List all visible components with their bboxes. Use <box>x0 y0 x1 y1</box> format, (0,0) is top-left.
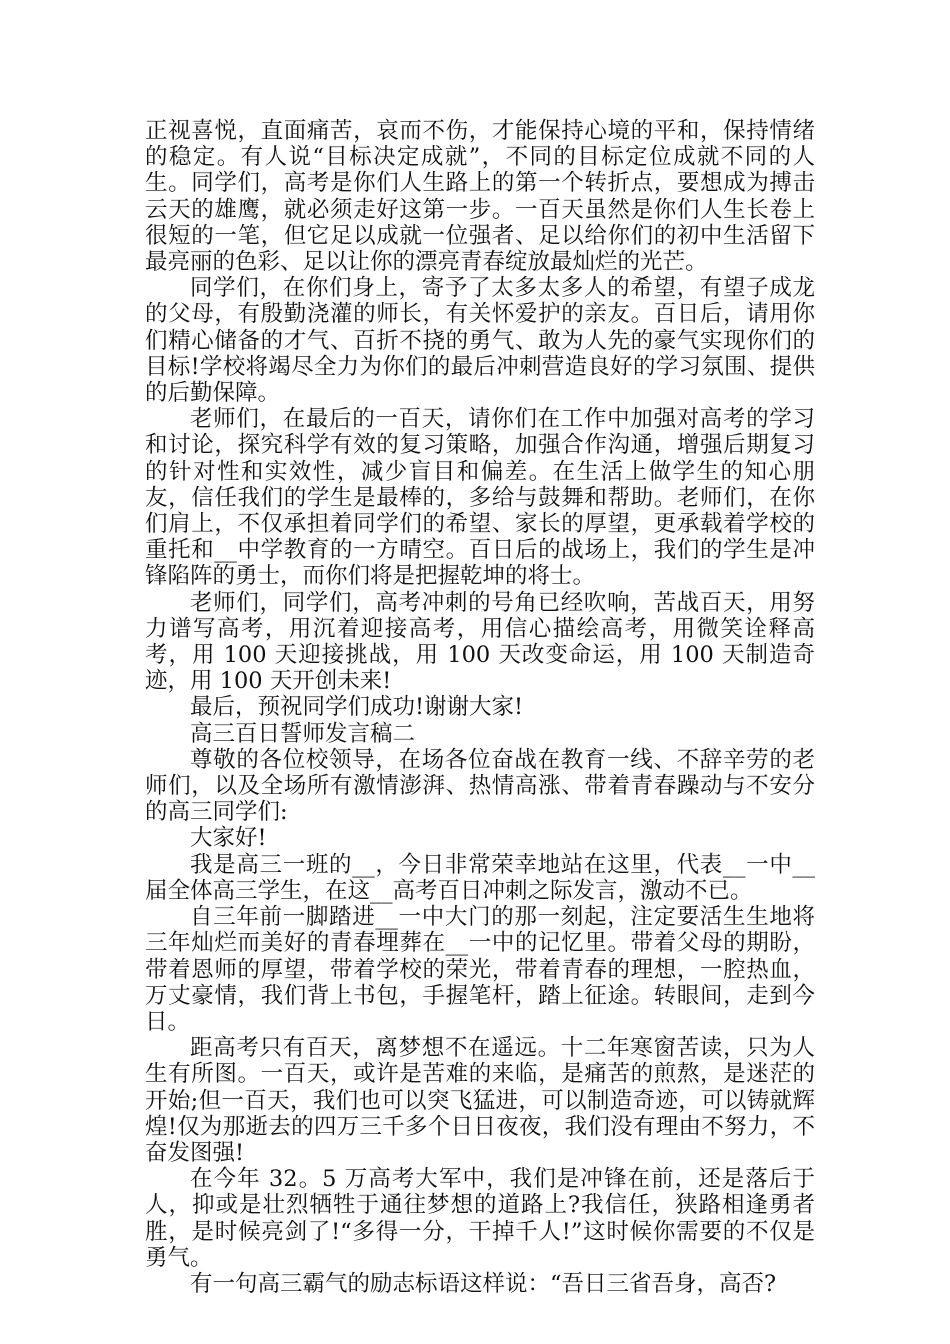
paragraph-slogan: 有一句高三霸气的励志标语这样说：“吾日三省吾身，高否? <box>190 1270 777 1297</box>
paragraph-hello: 大家好! <box>190 825 267 852</box>
paragraph-students-hope: 同学们，在你们身上，寄予了太多太多人的希望，有望子成龙的父母，有殷勤浇灌的师长，有关怀爱护的亲友。百日后，请用你们精心储备的才气、百折不挠的勇气、敢为人先的豪气实现你们的目标!学校将竭尽全力为你们的最后冲刺营造良好的学习氛围、提供的后勤保障。 <box>145 275 815 407</box>
paragraph-100-days: 老师们，同学们，高考冲刺的号角已经吹响，苦战百天，用努力谱写高考，用沉着迎接高考，用信心描绘高考，用微笑诠释高考，用 100 天迎接挑战，用 100 天改变命运，用 100 天制造奇迹，用 100 天开创未来! <box>145 589 815 695</box>
paragraph-greeting-audience: 尊敬的各位校领导，在场各位奋战在教育一线、不辞辛劳的老师们，以及全场所有激情澎湃、热情高涨、带着青春躁动与不安分的高三同学们: <box>145 746 815 826</box>
paragraph-continued: 正视喜悦，直面痛苦，哀而不伤，才能保持心境的平和，保持情绪的稳定。有人说“目标决定成就”，不同的目标定位成就不同的人生。同学们，高考是你们人生路上的第一个转折点，要想成为搏击云天的雄鹰，就必须走好这第一步。一百天虽然是你们人生长卷上很短的一笔，但它足以成就一位强者、足以给你们的初中生活留下最亮丽的色彩、足以让你的漂亮青春绽放最灿烂的光芒。 <box>145 118 815 276</box>
paragraph-closing: 最后，预祝同学们成功!谢谢大家! <box>190 694 524 721</box>
paragraph-hundred-days: 距高考只有百天，离梦想不在遥远。十二年寒窗苦读，只为人生有所图。一百天，或许是苦难的来临，是痛苦的煎熬，是迷茫的开始;但一百天，我们也可以突飞猛进，可以制造奇迹，可以铸就辉煌!仅为那逝去的四万三千多个日日夜夜，我们没有理由不努力，不奋发图强! <box>145 1035 815 1166</box>
paragraph-this-year: 在今年 32。5 万高考大军中，我们是冲锋在前，还是落后于人，抑或是壮烈牺牲于通往梦想的道路上?我信任，狭路相逢勇者胜，是时候亮剑了!“多得一分，干掉千人!”这时候你需要的不仅是勇气。 <box>145 1166 815 1271</box>
paragraph-introduction: 我是高三一班的__，今日非常荣幸地站在这里，代表__一中__届全体高三学生，在这__高考百日冲刺之际发言，激动不已。 <box>145 851 815 904</box>
paragraph-teachers: 老师们，在最后的一百天，请你们在工作中加强对高考的学习和讨论，探究科学有效的复习策略，加强合作沟通，增强后期复习的针对性和实效性，减少盲目和偏差。在生活上做学生的知心朋友，信任我们的学生是最棒的，多给与鼓舞和帮助。老师们，在你们肩上，不仅承担着同学们的希望、家长的厚望，更承载着学校的重托和__中学教育的一方晴空。百日后的战场上，我们的学生是冲锋陷阵的勇士，而你们将是把握乾坤的将士。 <box>145 406 815 590</box>
document-page <box>145 118 815 1297</box>
section-title: 高三百日誓师发言稿二 <box>190 720 416 747</box>
paragraph-three-years: 自三年前一脚踏进__一中大门的那一刻起，注定要活生生地将三年灿烂而美好的青春埋葬在__一中的记忆里。带着父母的期盼，带着恩师的厚望，带着学校的荣光，带着青春的理想，一腔热血，万丈豪情，我们背上书包，手握笔杆，踏上征途。转眼间，走到今日。 <box>145 904 815 1035</box>
